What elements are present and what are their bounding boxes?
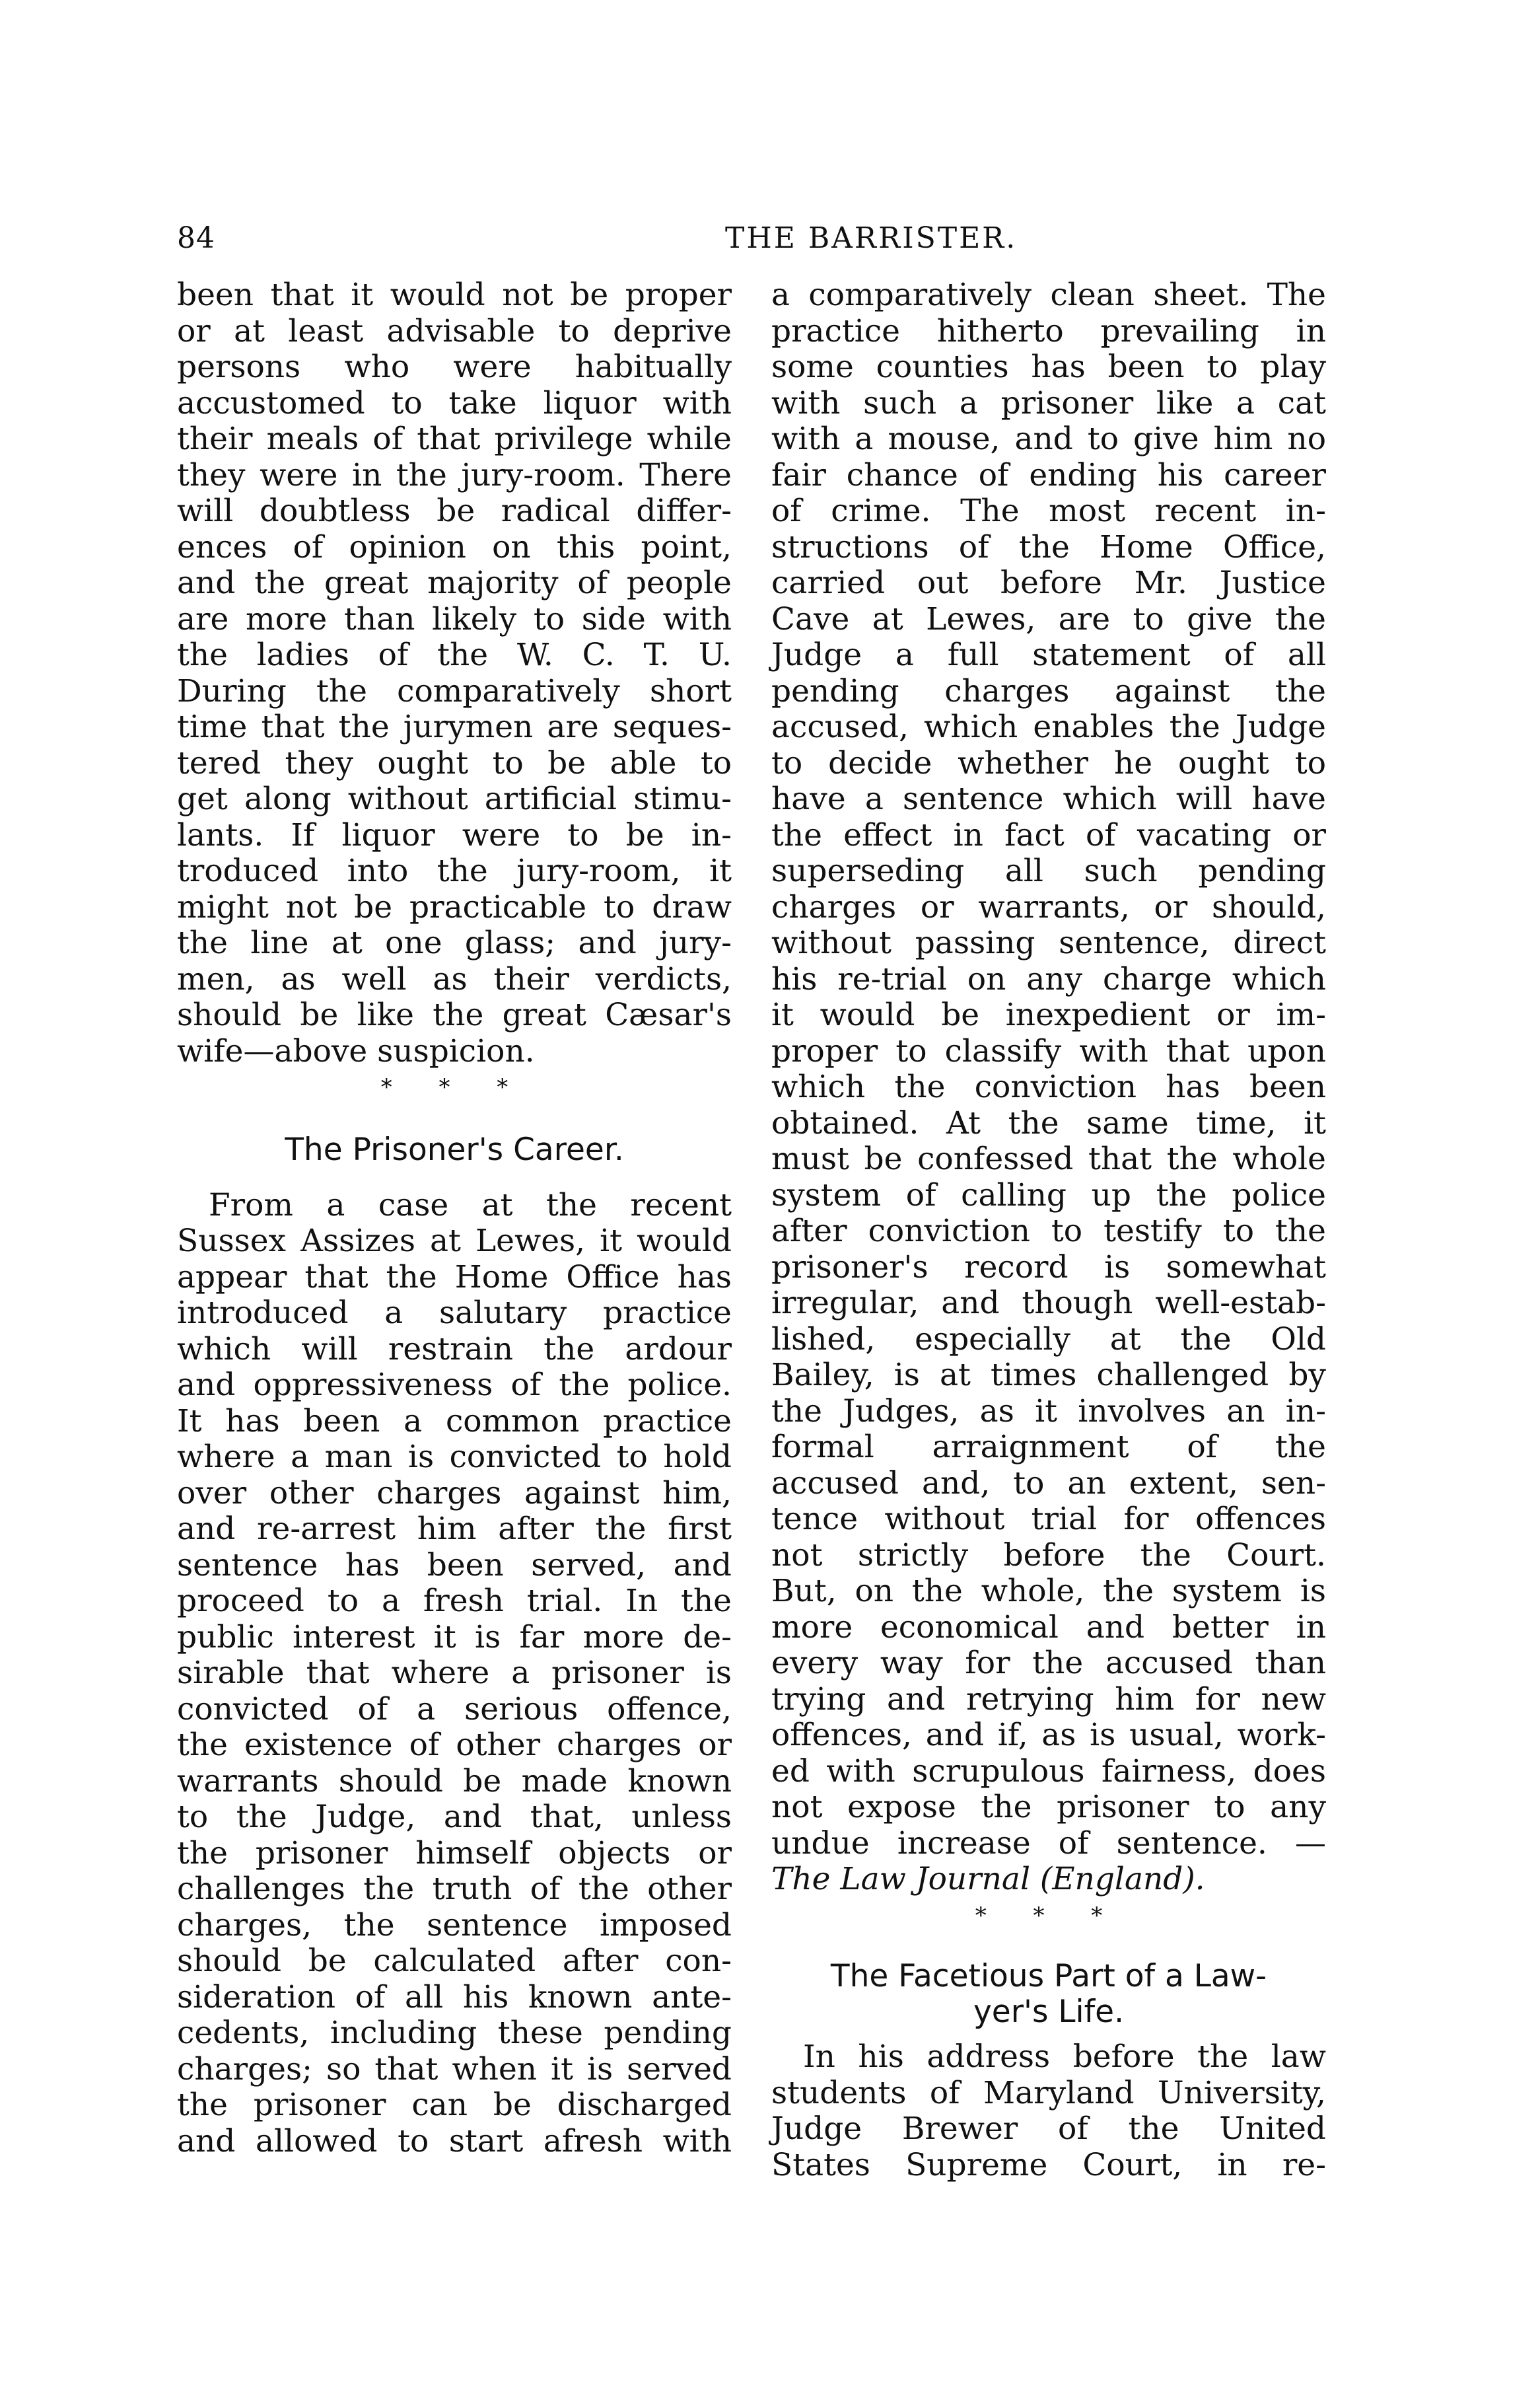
text-line: every way for the accused than — [771, 1645, 1326, 1681]
text-line: and the great majority of people — [177, 565, 732, 601]
text-line: not expose the prisoner to any — [771, 1789, 1326, 1825]
text-line: accused, which enables the Judge — [771, 709, 1326, 745]
text-line: lants. If liquor were to be in- — [177, 816, 732, 853]
text-line: practice hitherto prevailing in — [771, 312, 1326, 349]
text-line: offences, and if, as is usual, work- — [771, 1717, 1326, 1753]
text-line: they were in the jury-room. There — [177, 456, 732, 493]
text-line: must be confessed that the whole — [771, 1141, 1326, 1177]
text-line: tered they ought to be able to — [177, 744, 732, 781]
text-line: trying and retrying him for new — [771, 1681, 1326, 1718]
text-line: Bailey, is at times challenged by — [771, 1357, 1326, 1393]
text-line: wife—above suspicion. — [177, 1032, 535, 1069]
text-line: should be calculated after con- — [177, 1943, 732, 1979]
text-line: the existence of other charges or — [177, 1727, 732, 1763]
text-line: obtained. At the same time, it — [771, 1104, 1326, 1141]
section-heading — [177, 1132, 732, 1168]
text-line: more economical and better in — [771, 1609, 1326, 1646]
text-line: accustomed to take liquor with — [177, 384, 732, 421]
text-line: it would be inexpedient or im- — [771, 997, 1326, 1033]
text-line: sirable that where a prisoner is — [177, 1655, 732, 1691]
text-line: not strictly before the Court. — [771, 1537, 1326, 1574]
text-line: From a case at the recent — [209, 1186, 732, 1223]
text-line: the line at one glass; and jury- — [177, 925, 732, 961]
text-line: cedents, including these pending — [177, 2015, 732, 2051]
text-line: States Supreme Court, in re- — [771, 2146, 1326, 2183]
text-line: sideration of all his known ante- — [177, 1978, 732, 2015]
text-line: Sussex Assizes at Lewes, it would — [177, 1223, 732, 1259]
text-line: warrants should be made known — [177, 1762, 732, 1799]
text-line: public interest it is far more de- — [177, 1618, 732, 1655]
text-line: proceed to a fresh trial. In the — [177, 1583, 732, 1619]
text-line: will doubtless be radical differ- — [177, 493, 732, 529]
section-separator: * * * — [975, 1902, 1123, 1929]
text-line: to decide whether he ought to — [771, 744, 1326, 781]
text-line: pending charges against the — [771, 672, 1326, 709]
page-header — [177, 221, 1326, 261]
text-line: During the comparatively short — [177, 672, 732, 709]
text-line: system of calling up the police — [771, 1177, 1326, 1213]
source-citation: The Law Journal (England). — [771, 1861, 1205, 1897]
text-line: troduced into the jury-room, it — [177, 853, 732, 889]
text-line: his re-trial on any charge which — [771, 960, 1326, 997]
text-line: or at least advisable to deprive — [177, 312, 732, 349]
text-line: with a mouse, and to give him no — [771, 421, 1326, 457]
prisoners-career-continuation — [771, 277, 1326, 1898]
running-title: THE BARRISTER. — [725, 221, 1018, 255]
text-line: charges; so that when it is served — [177, 2050, 732, 2087]
text-line: which the conviction has been — [771, 1069, 1326, 1105]
text-line: the prisoner himself objects or — [177, 1834, 732, 1871]
text-line: might not be practicable to draw — [177, 888, 732, 925]
text-line: tence without trial for offences — [771, 1501, 1326, 1537]
text-line: the prisoner can be discharged — [177, 2087, 732, 2123]
text-line: charges, the sentence imposed — [177, 1906, 732, 1943]
text-line: ences of opinion on this point, — [177, 528, 732, 565]
heading-text-line-1: The Facetious Part of a Law- — [830, 1958, 1267, 1994]
text-line: their meals of that privilege while — [177, 421, 732, 457]
text-line: charges or warrants, or should, — [771, 888, 1326, 925]
text-line: challenges the truth of the other — [177, 1871, 732, 1907]
jury-room-paragraph — [177, 277, 732, 1069]
text-line: the Judges, as it involves an in- — [771, 1393, 1326, 1430]
text-line: to the Judge, and that, unless — [177, 1799, 732, 1835]
text-line: and allowed to start afresh with — [177, 2122, 732, 2159]
text-line: without passing sentence, direct — [771, 925, 1326, 961]
section-heading — [771, 1959, 1326, 2030]
right-column — [771, 277, 1326, 2183]
text-line: men, as well as their verdicts, — [177, 960, 732, 997]
text-line: been that it would not be proper — [177, 277, 732, 313]
text-line: have a sentence which will have — [771, 781, 1326, 817]
text-line: time that the jurymen are seques- — [177, 709, 732, 745]
text-line: In his address before the law — [803, 2039, 1326, 2075]
text-line: lished, especially at the Old — [771, 1321, 1326, 1358]
text-line: fair chance of ending his career — [771, 456, 1326, 493]
heading-text-line-2: yer's Life. — [973, 1994, 1125, 2030]
text-line: undue increase of sentence. — — [771, 1825, 1326, 1862]
text-line: structions of the Home Office, — [771, 528, 1326, 565]
text-line: Judge a full statement of all — [771, 637, 1326, 673]
text-line: ed with scrupulous fairness, does — [771, 1753, 1326, 1790]
facetious-part-paragraph — [771, 2039, 1326, 2183]
text-line: the effect in fact of vacating or — [771, 816, 1326, 853]
heading-text: The Prisoner's Career. — [285, 1131, 624, 1168]
text-line: some counties has been to play — [771, 349, 1326, 385]
text-line: and re-arrest him after the first — [177, 1511, 732, 1547]
text-line: with such a prisoner like a cat — [771, 384, 1326, 421]
text-line: It has been a common practice — [177, 1402, 732, 1439]
text-line: formal arraignment of the — [771, 1429, 1326, 1465]
text-line: irregular, and though well-estab- — [771, 1285, 1326, 1321]
text-line: But, on the whole, the system is — [771, 1573, 1326, 1609]
left-column — [177, 277, 732, 2159]
text-line: superseding all such pending — [771, 853, 1326, 889]
text-line: Cave at Lewes, are to give the — [771, 600, 1326, 637]
text-line: introduced a salutary practice — [177, 1295, 732, 1331]
prisoners-career-paragraph — [177, 1188, 732, 2160]
text-line: convicted of a serious offence, — [177, 1690, 732, 1727]
text-line: get along without artificial stimu- — [177, 781, 732, 817]
text-line: sentence has been served, and — [177, 1546, 732, 1583]
page-number: 84 — [177, 221, 215, 255]
text-line: students of Maryland University, — [771, 2074, 1326, 2111]
text-line: after conviction to testify to the — [771, 1213, 1326, 1249]
text-line: appear that the Home Office has — [177, 1258, 732, 1295]
text-line: carried out before Mr. Justice — [771, 565, 1326, 601]
text-line: over other charges against him, — [177, 1474, 732, 1511]
text-line: proper to classify with that upon — [771, 1032, 1326, 1069]
text-line: are more than likely to side with — [177, 600, 732, 637]
text-line: prisoner's record is somewhat — [771, 1249, 1326, 1286]
text-line: the ladies of the W. C. T. U. — [177, 637, 732, 673]
text-line: Judge Brewer of the United — [771, 2111, 1326, 2147]
text-line: should be like the great Cæsar's — [177, 997, 732, 1033]
text-line: which will restrain the ardour — [177, 1330, 732, 1367]
text-line: accused and, to an extent, sen- — [771, 1465, 1326, 1502]
text-line: of crime. The most recent in- — [771, 493, 1326, 529]
text-line: and oppressiveness of the police. — [177, 1367, 732, 1403]
section-separator: * * * — [380, 1074, 528, 1101]
text-line: a comparatively clean sheet. The — [771, 277, 1326, 313]
text-line: where a man is convicted to hold — [177, 1439, 732, 1475]
text-line: persons who were habitually — [177, 349, 732, 385]
